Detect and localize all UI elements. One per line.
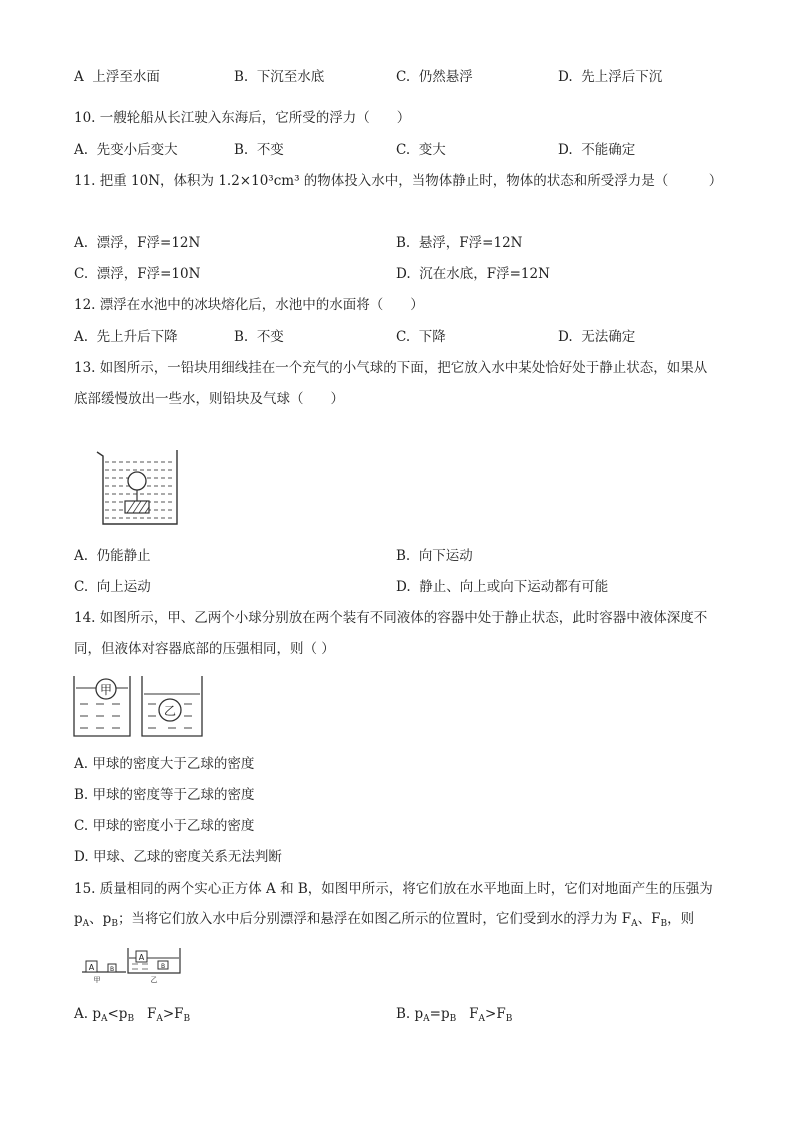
- q11-option-d[interactable]: [396, 265, 550, 283]
- q13-option-c[interactable]: [74, 578, 151, 596]
- q11-option-a[interactable]: [74, 234, 200, 252]
- q10-stem: 10. 一艘轮船从长江驶入东海后，它所受的浮力（ ）: [74, 110, 411, 126]
- svg-text:A: A: [138, 953, 145, 962]
- option-text: 不能确定: [581, 142, 636, 158]
- option-text: 上浮至水面: [92, 69, 160, 85]
- q15-option-a[interactable]: A. $p_A<p_B$ $F_A>F_B$: [74, 1006, 191, 1024]
- option-text: 悬浮，F浮=12N: [418, 235, 523, 251]
- q15-stem-line2: $p_A$、$p_B$；当将它们放入水中后分别漂浮和悬浮在如图乙所示的位置时，它们受到水的浮力为 $F_A$、$F_B$，则: [74, 911, 695, 929]
- option-label: D.: [558, 69, 573, 85]
- q12-option-c[interactable]: [396, 328, 446, 346]
- option-text: 先上浮后下沉: [581, 69, 663, 85]
- q12-stem: 12. 漂浮在水池中的冰块熔化后，水池中的水面将（ ）: [74, 297, 424, 313]
- option-text: 变大: [418, 142, 446, 158]
- q10-option-a[interactable]: [74, 141, 178, 159]
- option-text: 静止、向上或向下运动都有可能: [419, 579, 609, 595]
- option-text: 仍能静止: [96, 548, 151, 564]
- option-text: 不变: [256, 329, 284, 345]
- option-label: B.: [234, 69, 249, 85]
- q12-option-b[interactable]: [234, 328, 284, 346]
- option-label: C.: [74, 818, 89, 834]
- svg-text:乙: 乙: [150, 976, 158, 984]
- balloon: [128, 472, 146, 490]
- option-text: 向上运动: [96, 579, 151, 595]
- q14-option-c[interactable]: [74, 817, 254, 835]
- q9-option-d[interactable]: [558, 68, 662, 86]
- option-label: D.: [396, 266, 411, 282]
- svg-text:甲: 甲: [93, 976, 101, 984]
- option-label: D.: [558, 329, 573, 345]
- option-label: A.: [74, 329, 89, 345]
- option-label: C.: [396, 329, 411, 345]
- option-label: D.: [558, 142, 573, 158]
- option-text: 无法确定: [581, 329, 636, 345]
- q14-option-d[interactable]: [74, 848, 282, 866]
- option-text: 先变小后变大: [96, 142, 178, 158]
- option-text: 下降: [418, 329, 446, 345]
- option-label: B.: [74, 787, 89, 803]
- beaker-figure: [95, 448, 185, 526]
- q14-option-a[interactable]: [74, 755, 254, 773]
- q14-stem-line2: 同，但液体对容器底部的压强相同，则（ ）: [74, 641, 335, 657]
- option-label: C.: [396, 142, 411, 158]
- option-label: B.: [234, 142, 249, 158]
- option-label: B.: [396, 235, 411, 251]
- q12-option-d[interactable]: [558, 328, 635, 346]
- q11-option-b[interactable]: [396, 234, 522, 252]
- option-label: B.: [396, 548, 411, 564]
- q10-option-d[interactable]: [558, 141, 635, 159]
- svg-text:B: B: [160, 963, 166, 970]
- ball-jia-label: 甲: [99, 683, 113, 697]
- q14-stem-line1: 14. 如图所示，甲、乙两个小球分别放在两个装有不同液体的容器中处于静止状态，此时容器中液体深度不: [74, 610, 708, 626]
- q13-stem-line1: 13. 如图所示，一铅块用细线挂在一个充气的小气球的下面，把它放入水中某处恰好处于静止状态，如果从: [74, 360, 708, 376]
- q13-option-d[interactable]: [396, 578, 608, 596]
- q11-option-c[interactable]: [74, 265, 200, 283]
- option-label: D.: [74, 849, 89, 865]
- q9-option-b[interactable]: [234, 68, 324, 86]
- option-label: A.: [74, 548, 89, 564]
- two-containers-figure: [72, 672, 207, 738]
- option-text: 先上升后下降: [96, 329, 178, 345]
- cubes-figure: [80, 946, 186, 986]
- option-label: B.: [234, 329, 249, 345]
- q9-option-a[interactable]: [74, 68, 160, 86]
- ball-yi-label: 乙: [163, 704, 177, 718]
- option-text: 向下运动: [418, 548, 473, 564]
- option-text: 甲球的密度小于乙球的密度: [92, 818, 255, 834]
- q9-option-c[interactable]: [396, 68, 473, 86]
- option-text: 漂浮，F浮=10N: [96, 266, 201, 282]
- option-text: 甲球的密度大于乙球的密度: [92, 756, 255, 772]
- q15-option-b[interactable]: B. $p_A=p_B$ $F_A>F_B$: [396, 1006, 513, 1024]
- option-text: 漂浮，F浮=12N: [96, 235, 201, 251]
- option-label: D.: [396, 579, 411, 595]
- option-label: A.: [74, 142, 89, 158]
- svg-text:B: B: [109, 966, 115, 973]
- q13-stem-line2: 底部缓慢放出一些水，则铅块及气球（ ）: [74, 391, 344, 407]
- q14-option-b[interactable]: [74, 786, 255, 804]
- option-text: 甲球的密度等于乙球的密度: [92, 787, 255, 803]
- q11-stem: 11. 把重 10N，体积为 1.2×10³cm³ 的物体投入水中，当物体静止时，物体的状态和所受浮力是（ ）: [74, 173, 723, 189]
- option-text: 仍然悬浮: [418, 69, 473, 85]
- q13-option-a[interactable]: [74, 547, 151, 565]
- option-text: 不变: [256, 142, 284, 158]
- q13-option-b[interactable]: [396, 547, 473, 565]
- option-text: 下沉至水底: [256, 69, 325, 85]
- q15-stem-line1: 15. 质量相同的两个实心正方体 A 和 B，如图甲所示，将它们放在水平地面上时，它们对地面产生的压强为: [74, 881, 713, 897]
- q10-option-b[interactable]: [234, 141, 284, 159]
- option-label: C.: [396, 69, 411, 85]
- option-label: C.: [74, 266, 89, 282]
- q10-option-c[interactable]: [396, 141, 446, 159]
- option-label: A.: [74, 235, 89, 251]
- option-label: A: [74, 69, 84, 85]
- option-label: C.: [74, 579, 89, 595]
- svg-text:A: A: [88, 963, 95, 972]
- q12-option-a[interactable]: [74, 328, 178, 346]
- option-text: 沉在水底，F浮=12N: [419, 266, 550, 282]
- option-text: 甲球、乙球的密度关系无法判断: [92, 849, 282, 865]
- option-label: A.: [74, 756, 89, 772]
